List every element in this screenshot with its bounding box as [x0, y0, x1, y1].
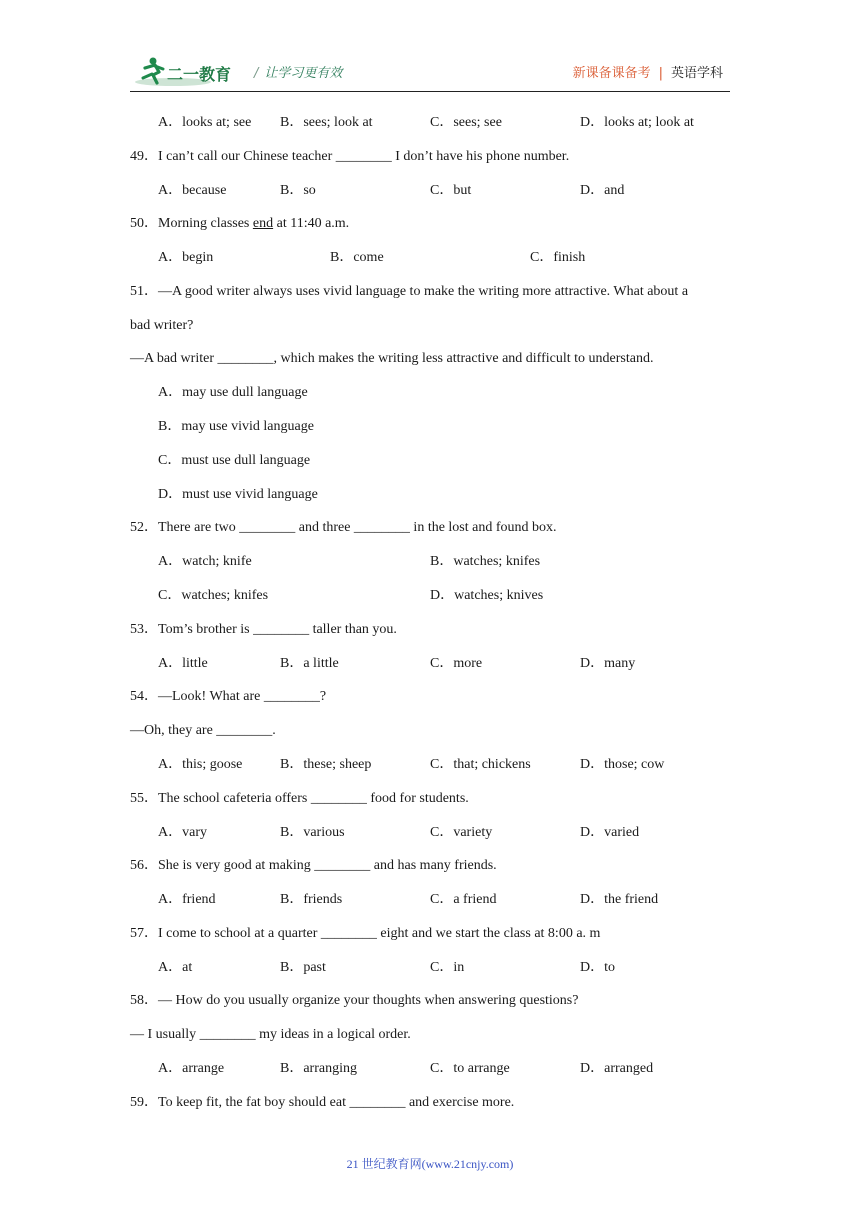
- header-subject: 英语学科: [670, 66, 723, 81]
- q51-stem-line1: 51．—A good writer always uses vivid language to make the writing more attractive. What about a: [130, 284, 689, 299]
- q58-stem-line2: — I usually ________ my ideas in a logical order.: [130, 1027, 411, 1042]
- q48-option-a: A．looks at; see: [158, 115, 252, 130]
- q54-option-d: D．those; cow: [580, 757, 665, 772]
- q52-stem: 52．There are two ________ and three ________ in the lost and found box.: [130, 520, 557, 535]
- q49-stem: 49．I can’t call our Chinese teacher ________ I don’t have his phone number.: [130, 149, 570, 164]
- q55-stem: 55．The school cafeteria offers ________ food for students.: [130, 791, 469, 806]
- header-slogan: / 让学习更有效: [254, 66, 343, 81]
- q52-option-d: D．watches; knives: [430, 588, 544, 603]
- q53-option-c: C．more: [430, 656, 483, 671]
- q52-option-c: C．watches; knifes: [158, 588, 269, 603]
- q51-option-a: A．may use dull language: [158, 385, 308, 400]
- q55-option-c: C．variety: [430, 825, 493, 840]
- q49-option-a: A．because: [158, 183, 227, 198]
- q53-option-b: B．a little: [280, 656, 339, 671]
- q53-option-a: A．little: [158, 656, 208, 671]
- q58-option-a: A．arrange: [158, 1061, 225, 1076]
- q55-option-d: D．varied: [580, 825, 640, 840]
- q51-option-d: D．must use vivid language: [158, 487, 318, 502]
- q50-stem-pre: 50．Morning classes: [130, 216, 253, 231]
- q52-option-a: A．watch; knife: [158, 554, 252, 569]
- header-divider: [130, 91, 730, 92]
- runner-logo-icon: [133, 56, 245, 88]
- q51-option-b: B．may use vivid language: [158, 419, 314, 434]
- q49-option-b: B．so: [280, 183, 316, 198]
- slogan-text: 让学习更有效: [264, 66, 343, 81]
- q56-option-b: B．friends: [280, 892, 343, 907]
- q58-option-d: D．arranged: [580, 1061, 654, 1076]
- q50-option-a: A．begin: [158, 250, 214, 265]
- q52-option-b: B．watches; knifes: [430, 554, 541, 569]
- q58-option-c: C．to arrange: [430, 1061, 510, 1076]
- q50-option-b: B．come: [330, 250, 384, 265]
- q48-option-b: B．sees; look at: [280, 115, 373, 130]
- q54-option-b: B．these; sheep: [280, 757, 372, 772]
- q51-option-c: C．must use dull language: [158, 453, 311, 468]
- q55-option-b: B．various: [280, 825, 345, 840]
- q49-option-c: C．but: [430, 183, 472, 198]
- q58-option-b: B．arranging: [280, 1061, 357, 1076]
- q54-option-c: C．that; chickens: [430, 757, 531, 772]
- q54-option-a: A．this; goose: [158, 757, 243, 772]
- q56-option-d: D．the friend: [580, 892, 659, 907]
- q48-option-d: D．looks at; look at: [580, 115, 694, 130]
- q55-option-a: A．vary: [158, 825, 207, 840]
- q54-stem-line2: —Oh, they are ________.: [130, 723, 276, 738]
- q50-underlined-word: end: [252, 216, 274, 231]
- q57-option-d: D．to: [580, 960, 615, 975]
- q56-stem: 56．She is very good at making ________ and has many friends.: [130, 858, 497, 873]
- header-separator: |: [658, 66, 663, 81]
- q50-stem: [130, 215, 349, 233]
- header-tag: 新课备课备考: [572, 66, 651, 81]
- q53-stem: 53．Tom’s brother is ________ taller than you.: [130, 622, 397, 637]
- q57-stem: 57．I come to school at a quarter ________ eight and we start the class at 8:00 a. m: [130, 926, 601, 941]
- q57-option-b: B．past: [280, 960, 326, 975]
- header-right: [573, 62, 723, 81]
- q48-option-c: C．sees; see: [430, 115, 502, 130]
- q53-option-d: D．many: [580, 656, 636, 671]
- q59-stem: 59．To keep fit, the fat boy should eat ________ and exercise more.: [130, 1095, 515, 1110]
- page-header: [0, 0, 860, 95]
- q56-option-a: A．friend: [158, 892, 216, 907]
- q56-option-c: C．a friend: [430, 892, 497, 907]
- q51-stem-line3: —A bad writer ________, which makes the writing less attractive and difficult to understand.: [130, 351, 654, 366]
- page-footer: 21 世纪教育网(www.21cnjy.com): [346, 1157, 514, 1171]
- logo-21cnjy: [133, 56, 245, 88]
- svg-text:二一教育: 二一教育: [167, 65, 232, 84]
- q58-stem-line1: 58．— How do you usually organize your thoughts when answering questions?: [130, 993, 579, 1008]
- q54-stem-line1: 54．—Look! What are ________?: [130, 689, 327, 704]
- q57-option-c: C．in: [430, 960, 465, 975]
- q50-option-c: C．finish: [530, 250, 586, 265]
- q49-option-d: D．and: [580, 183, 625, 198]
- q57-option-a: A．at: [158, 960, 193, 975]
- q51-stem-line2: bad writer?: [130, 318, 194, 333]
- q50-stem-post: at 11:40 a.m.: [273, 216, 350, 231]
